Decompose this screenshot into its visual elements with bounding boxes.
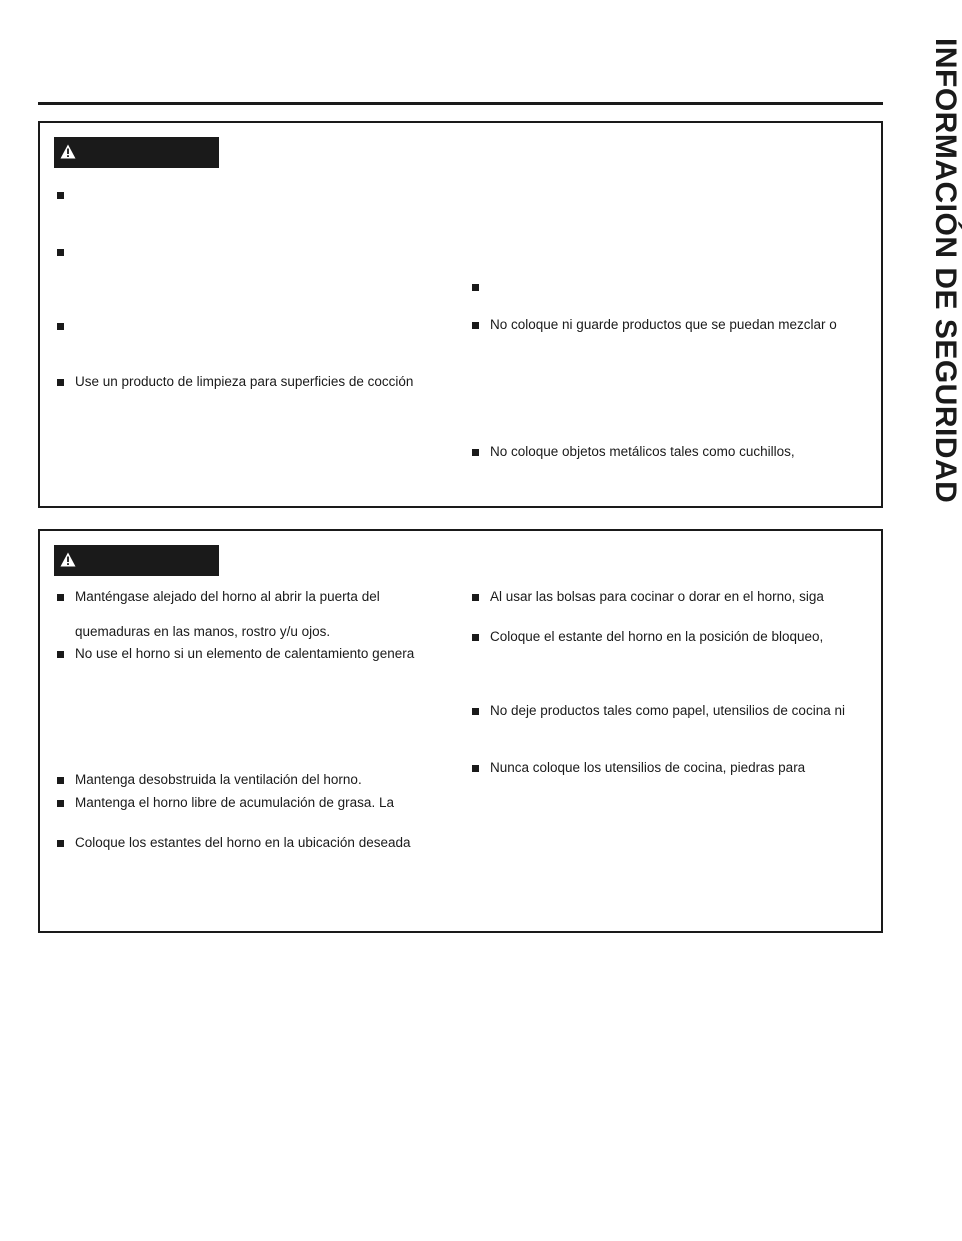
- bullet-icon: [57, 594, 64, 601]
- bullet-icon: [57, 651, 64, 658]
- bullet-icon: [472, 284, 479, 291]
- bullet-icon: [472, 322, 479, 329]
- bullet-icon: [472, 765, 479, 772]
- bullet-icon: [57, 777, 64, 784]
- bullet-icon: [472, 708, 479, 715]
- warning-box-1: Use un producto de limpieza para superficies de cocción No coloque ni guarde productos que se puedan mezclar o No coloque objetos metálicos tales como cuchillos,: [38, 121, 883, 508]
- warning-triangle-icon: [60, 552, 76, 567]
- warning-box-2: Manténgase alejado del horno al abrir la puerta del quemaduras en las manos, rostro y/u ojos. No use el horno si un elemento de calentamiento genera Mantenga desobstruida la ventilación del horno. Mantenga el horno libre de acumulación de grasa. La Coloque los estantes del horno en la ubicación deseada Al usar las bolsas para cocinar o dorar en el horno, siga Coloque el estante del horno en la posición de bloqueo, No deje productos tales como papel, utensilios de cocina ni Nunca coloque los utensilios de cocina, piedras para: [38, 529, 883, 933]
- bullet-icon: [57, 323, 64, 330]
- bullet-icon: [472, 594, 479, 601]
- bullet-icon: [57, 840, 64, 847]
- warning-header-bar: [54, 545, 219, 576]
- bullet-icon: [472, 634, 479, 641]
- bullet-icon: [57, 379, 64, 386]
- warning-header-bar: [54, 137, 219, 168]
- bullet-icon: [57, 800, 64, 807]
- header-rule: [38, 102, 883, 105]
- bullet-icon: [57, 249, 64, 256]
- bullet-icon: [57, 192, 64, 199]
- section-side-title: INFORMACIÓN DE SEGURIDAD: [929, 38, 962, 504]
- bullet-icon: [472, 449, 479, 456]
- warning-triangle-icon: [60, 144, 76, 159]
